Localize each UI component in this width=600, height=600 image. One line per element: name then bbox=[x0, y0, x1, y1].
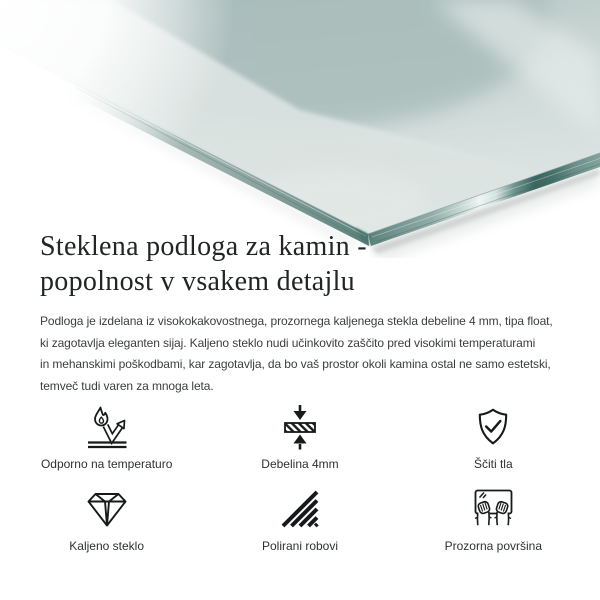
feature-polished-edges bbox=[203, 486, 396, 554]
feature-label: Kaljeno steklo bbox=[69, 539, 145, 553]
feature-label: Polirani robovi bbox=[261, 539, 339, 553]
description-line: ki zagotavlja eleganten sijaj. Kaljeno steklo nudi učinkovito zaščito pred visokimi temperaturami bbox=[40, 335, 536, 350]
feature-row-1 bbox=[10, 404, 590, 472]
feature-label: Odporno na temperaturo bbox=[40, 457, 173, 471]
feature-grid bbox=[10, 404, 590, 554]
thickness-4mm-icon bbox=[275, 404, 325, 450]
page-title-line-1: Steklena podloga za kamin - bbox=[40, 231, 367, 262]
page-title bbox=[40, 230, 367, 299]
transparent-surface-hands-icon bbox=[468, 486, 518, 532]
feature-label: Prozorna površina bbox=[444, 539, 543, 553]
feature-thickness bbox=[203, 404, 396, 472]
shield-check-icon bbox=[468, 404, 518, 450]
polished-edges-icon bbox=[275, 486, 325, 532]
feature-protects-floor bbox=[397, 404, 590, 472]
page-title-line-2: popolnost v vsakem detajlu bbox=[40, 265, 355, 297]
glass-pane-illustration bbox=[0, 0, 600, 258]
tempered-glass-diamond-icon bbox=[82, 486, 132, 532]
product-description bbox=[40, 311, 553, 397]
feature-temperature-resistant bbox=[10, 404, 203, 472]
description-line: temveč tudi varen za mnoga leta. bbox=[40, 378, 214, 393]
feature-transparent-surface bbox=[397, 486, 590, 554]
feature-label: Ščiti tla bbox=[473, 457, 513, 471]
description-line: Podloga je izdelana iz visokokakovostnega, prozornega kaljenega stekla debeline 4 mm, tipa float, bbox=[40, 314, 553, 328]
feature-row-2 bbox=[10, 486, 590, 554]
feature-tempered-glass bbox=[10, 486, 203, 554]
product-image bbox=[0, 0, 600, 258]
feature-label: Debelina 4mm bbox=[261, 457, 339, 471]
corner-white-fade bbox=[0, 0, 340, 210]
temperature-resistant-icon bbox=[82, 404, 132, 450]
description-line: in mehanskimi poškodbami, kar zagotavlja, da bo vaš prostor okoli kamina ostal ne samo estetski, bbox=[40, 357, 551, 371]
